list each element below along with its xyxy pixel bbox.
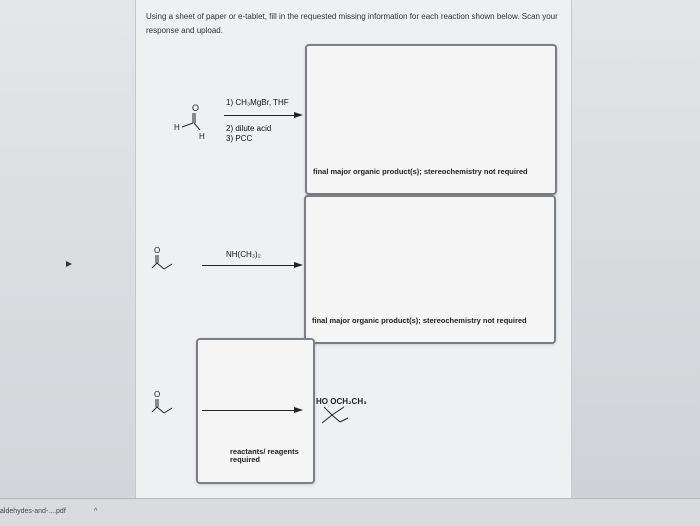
reagent-step-2: 2) dilute acid: [226, 124, 272, 133]
question-page: [135, 0, 572, 498]
hemiacetal-structure: [316, 405, 366, 427]
oxygen-label: O: [192, 103, 200, 113]
hydrogen-label-right: H: [199, 132, 205, 140]
reagent-step-3: 3) PCC: [226, 134, 253, 143]
instructions-text: Using a sheet of paper or e-tablet, fill in the requested missing information for each reaction shown below. Scan your response and upload.: [146, 12, 558, 35]
product-hemiacetal-label: HO OCH₂CH₃: [316, 397, 367, 406]
ketone-structure-3: [150, 388, 182, 420]
oxygen-label: O: [154, 246, 161, 255]
oxygen-label: O: [154, 390, 161, 399]
formaldehyde-structure: [170, 100, 210, 140]
reaction-arrow-shaft: [202, 265, 296, 266]
ketone-structure-2: [150, 244, 182, 276]
reagent-dimethylamine: NH(CH₃)₂: [226, 250, 261, 259]
product-answer-box-1[interactable]: [305, 44, 557, 195]
right-margin-area: [570, 0, 700, 498]
right-arrow-icon: [294, 112, 303, 118]
reaction-arrow-shaft: [202, 410, 296, 411]
reagent-step-1: 1) CH₃MgBr, THF: [226, 98, 289, 107]
right-arrow-icon: [294, 262, 303, 268]
product-answer-box-2[interactable]: [304, 195, 556, 344]
product-caption-1: final major organic product(s); stereochemistry not required: [313, 167, 528, 176]
reaction-arrow-shaft: [224, 115, 296, 116]
download-bar: [0, 498, 700, 526]
hydrogen-label-left: H: [174, 123, 180, 132]
left-margin-area: [0, 0, 135, 498]
right-arrow-icon: [294, 407, 303, 413]
reagent-caption: reactants/ reagents required: [230, 447, 299, 464]
cursor-pointer-icon: [66, 261, 72, 267]
download-file-name[interactable]: aldehydes-and-....pdf: [0, 508, 66, 515]
chevron-up-icon[interactable]: ^: [94, 508, 98, 515]
product-caption-2: final major organic product(s); stereochemistry not required: [312, 316, 527, 325]
